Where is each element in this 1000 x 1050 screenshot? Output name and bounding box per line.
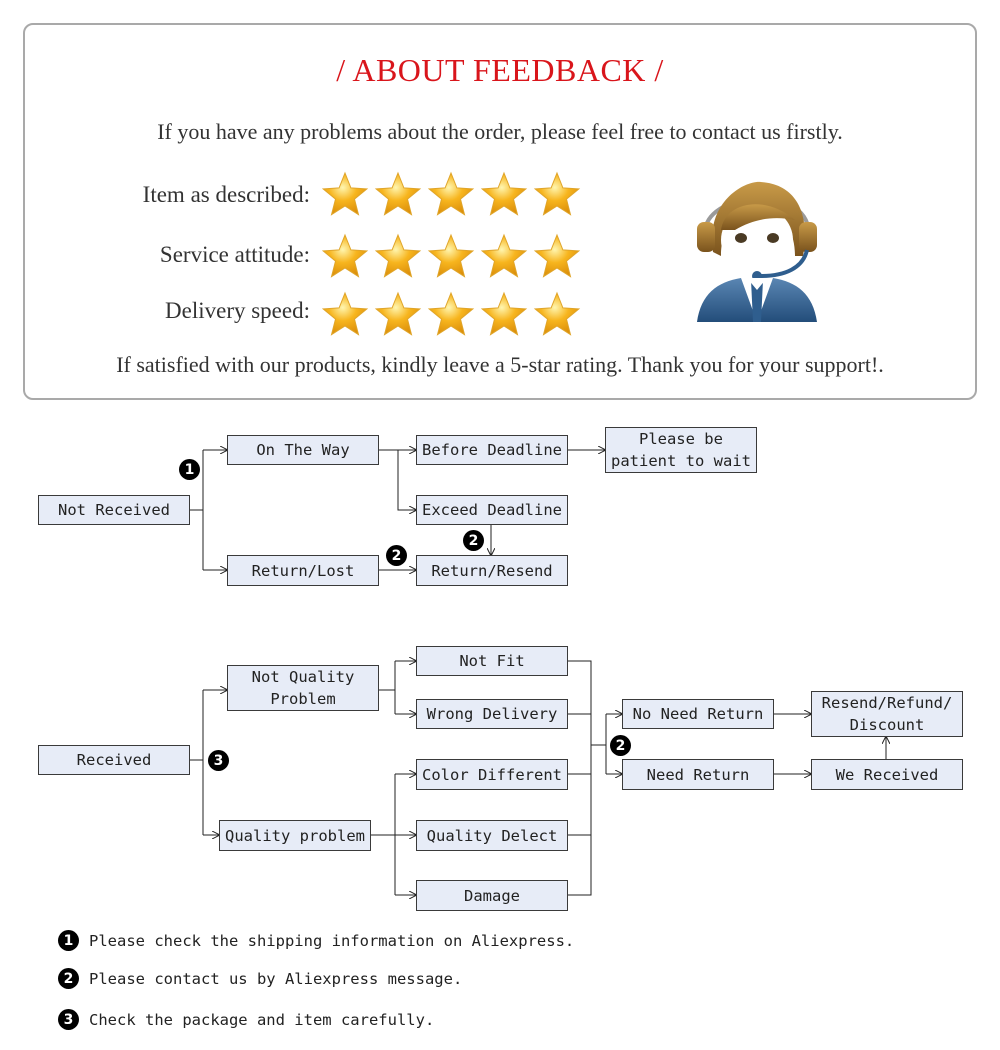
note-2 <box>58 968 462 989</box>
node-received: Received <box>38 745 190 775</box>
note-1-badge: 1 <box>58 930 79 951</box>
note-3-badge: 3 <box>58 1009 79 1030</box>
badge-1: 1 <box>179 459 200 480</box>
node-need-return: Need Return <box>622 759 774 790</box>
note-2-text: Please contact us by Aliexpress message. <box>89 969 463 988</box>
badge-3: 3 <box>208 750 229 771</box>
note-1-text: Please check the shipping information on Aliexpress. <box>89 931 575 950</box>
node-resend-refund-discount: Resend/Refund/ Discount <box>811 691 963 737</box>
node-please-wait: Please be patient to wait <box>605 427 757 473</box>
note-2-badge: 2 <box>58 968 79 989</box>
note-3 <box>58 1009 434 1030</box>
feedback-title: / ABOUT FEEDBACK / <box>336 52 664 88</box>
node-no-need-return: No Need Return <box>622 699 774 729</box>
rating-label-service: Service attitude: <box>159 242 310 267</box>
node-before-deadline: Before Deadline <box>416 435 568 465</box>
node-wrong-delivery: Wrong Delivery <box>416 699 568 729</box>
note-1 <box>58 930 574 951</box>
badge-2: 2 <box>610 735 631 756</box>
note-3-text: Check the package and item carefully. <box>89 1010 435 1029</box>
badge-2: 2 <box>386 545 407 566</box>
node-not-received: Not Received <box>38 495 190 525</box>
feedback-subtitle: If you have any problems about the order, please feel free to contact us firstly. <box>157 119 843 144</box>
node-return-lost: Return/Lost <box>227 555 379 586</box>
node-exceed-deadline: Exceed Deadline <box>416 495 568 525</box>
node-not-quality-problem: Not Quality Problem <box>227 665 379 711</box>
node-return-resend: Return/Resend <box>416 555 568 586</box>
node-color-different: Color Different <box>416 759 568 790</box>
node-not-fit: Not Fit <box>416 646 568 676</box>
node-quality-delect: Quality Delect <box>416 820 568 851</box>
badge-2: 2 <box>463 530 484 551</box>
feedback-footer: If satisfied with our products, kindly leave a 5-star rating. Thank you for your support!. <box>116 352 884 377</box>
node-we-received: We Received <box>811 759 963 790</box>
rating-label-delivery: Delivery speed: <box>165 298 310 323</box>
node-damage: Damage <box>416 880 568 911</box>
node-on-the-way: On The Way <box>227 435 379 465</box>
rating-label-item: Item as described: <box>142 182 310 207</box>
node-quality-problem: Quality problem <box>219 820 371 851</box>
